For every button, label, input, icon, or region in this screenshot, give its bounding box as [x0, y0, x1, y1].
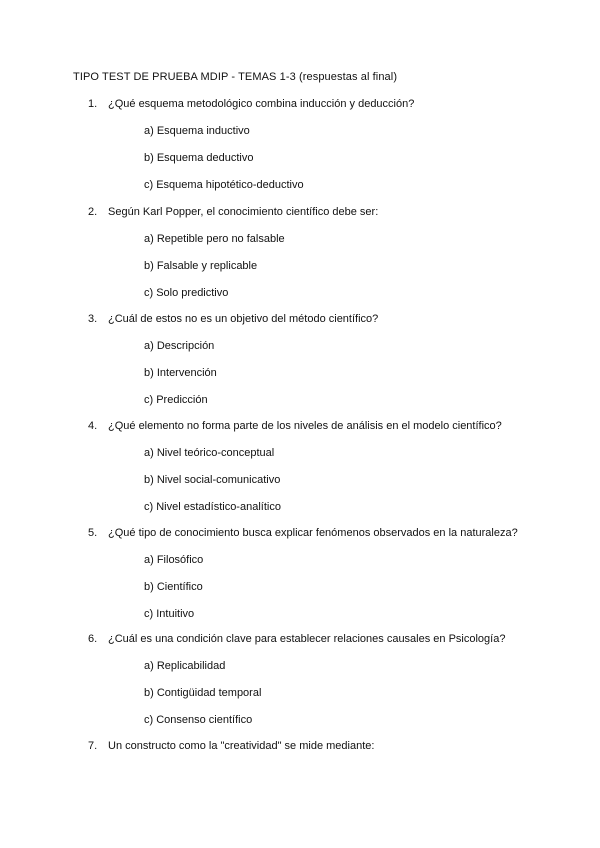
question-option: b) Esquema deductivo [144, 152, 254, 164]
question-text: ¿Cuál de estos no es un objetivo del método científico? [108, 313, 379, 325]
question-option: c) Esquema hipotético-deductivo [144, 179, 304, 191]
question-option: c) Predicción [144, 394, 208, 406]
question-number: 6. [88, 633, 98, 645]
question-text: ¿Qué tipo de conocimiento busca explicar fenómenos observados en la naturaleza? [108, 527, 518, 539]
question-text: ¿Cuál es una condición clave para establecer relaciones causales en Psicología? [108, 633, 506, 645]
question-option: c) Solo predictivo [144, 287, 229, 299]
question-option: b) Contigüidad temporal [144, 687, 262, 699]
question-option: a) Esquema inductivo [144, 125, 250, 137]
question-option: a) Descripción [144, 340, 215, 352]
question-option: a) Nivel teórico-conceptual [144, 447, 275, 459]
question-number: 1. [88, 98, 98, 110]
question-text: Un constructo como la "creatividad" se mide mediante: [108, 740, 375, 752]
question-option: a) Replicabilidad [144, 660, 226, 672]
question-option: b) Científico [144, 581, 203, 593]
question-option: b) Intervención [144, 367, 217, 379]
question-option: c) Nivel estadístico-analítico [144, 501, 281, 513]
question-option: b) Nivel social-comunicativo [144, 474, 281, 486]
question-number: 7. [88, 740, 98, 752]
question-text: ¿Qué elemento no forma parte de los niveles de análisis en el modelo científico? [108, 420, 502, 432]
question-option: c) Intuitivo [144, 608, 195, 620]
question-number: 3. [88, 313, 98, 325]
question-text: Según Karl Popper, el conocimiento científico debe ser: [108, 206, 379, 218]
question-text: ¿Qué esquema metodológico combina inducción y deducción? [108, 98, 415, 110]
question-option: c) Consenso científico [144, 714, 253, 726]
question-number: 5. [88, 527, 98, 539]
question-number: 4. [88, 420, 98, 432]
question-option: b) Falsable y replicable [144, 260, 258, 272]
document-title: TIPO TEST DE PRUEBA MDIP - TEMAS 1-3 (respuestas al final) [73, 71, 398, 83]
question-number: 2. [88, 206, 98, 218]
question-option: a) Repetible pero no falsable [144, 233, 285, 245]
question-option: a) Filosófico [144, 554, 204, 566]
